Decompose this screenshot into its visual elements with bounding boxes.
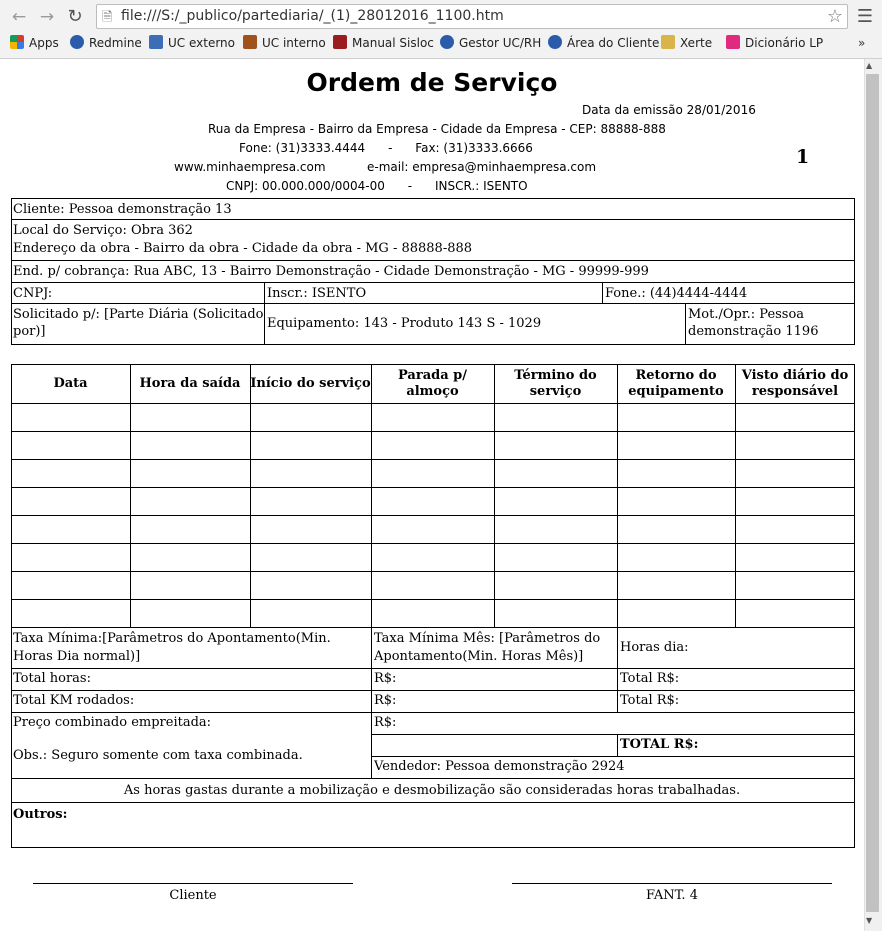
bookmark-uc-interno[interactable]: UC interno <box>243 35 326 50</box>
service-location: Local do Serviço: Obra 362 <box>13 223 193 238</box>
header-text: Visto diário do <box>741 367 849 383</box>
cnpj-field: CNPJ: <box>13 286 53 301</box>
bookmark-area-do-cliente[interactable]: Área do Cliente <box>548 35 659 50</box>
fone-field: Fone.: (44)4444-4444 <box>605 286 748 301</box>
bookmark-uc-externo[interactable]: UC externo <box>149 35 235 50</box>
divider <box>11 219 855 220</box>
work-address: Endereço da obra - Bairro da obra - Cidade da obra - MG - 88888-888 <box>13 241 473 256</box>
requested-by-line2: por)] <box>13 324 46 339</box>
horas-dia: Horas dia: <box>620 640 689 655</box>
total-rs-final: TOTAL R$: <box>620 737 699 752</box>
divider <box>371 756 855 757</box>
area-cliente-icon <box>548 35 562 49</box>
divider <box>11 403 855 404</box>
operator-line2: demonstração 1196 <box>688 324 819 339</box>
uc-externo-icon <box>149 35 163 49</box>
billing-address: End. p/ cobrança: Rua ABC, 13 - Bairro Demonstração - Cidade Demonstração - MG - 99999-999 <box>13 264 649 279</box>
col-header-hora-saida <box>130 364 250 403</box>
divider <box>11 303 855 304</box>
total-km: Total KM rodados: <box>13 693 135 708</box>
divider <box>11 802 855 803</box>
outros-label: Outros: <box>13 807 68 822</box>
header-text: almoço <box>406 383 459 399</box>
scrollbar-thumb[interactable] <box>866 74 879 912</box>
taxa-minima-mes-line2: Apontamento(Min. Horas Mês)] <box>374 649 584 664</box>
divider <box>11 487 855 488</box>
bookmark-xerte[interactable]: Xerte <box>661 35 712 50</box>
col-header-visto-diario <box>735 364 855 403</box>
document-title: Ordem de Serviço <box>306 68 558 97</box>
client-signature-line <box>33 883 353 884</box>
divider <box>11 599 855 600</box>
bookmark-gestor-uc-rh[interactable]: Gestor UC/RH <box>440 35 541 50</box>
col-header-retorno-equipamento <box>617 364 735 403</box>
total-horas: Total horas: <box>13 671 91 686</box>
header-text: Data <box>53 375 88 391</box>
scroll-down-arrow-icon[interactable]: ▼ <box>866 916 873 925</box>
operator-line1: Mot./Opr.: Pessoa <box>688 307 805 322</box>
header-text: Hora da saída <box>139 375 241 391</box>
divider <box>130 364 131 627</box>
col-header-termino-servico <box>494 364 617 403</box>
back-arrow-icon[interactable]: ← <box>11 7 27 27</box>
vendedor: Vendedor: Pessoa demonstração 2924 <box>374 759 625 774</box>
divider <box>11 712 855 713</box>
reload-icon[interactable]: ↻ <box>67 6 83 27</box>
divider <box>11 543 855 544</box>
total-rs-horas: Total R$: <box>620 671 680 686</box>
preco-empreitada: Preço combinado empreitada: <box>13 715 212 730</box>
divider <box>11 778 855 779</box>
uc-interno-icon <box>243 35 257 49</box>
header-text: equipamento <box>628 383 724 399</box>
company-signature-line <box>512 883 832 884</box>
taxa-minima-mes-line1: Taxa Mínima Mês: [Parâmetros do <box>374 631 601 646</box>
browser-toolbar <box>0 0 882 59</box>
divider <box>11 627 855 628</box>
divider <box>371 364 372 627</box>
divider <box>11 668 855 669</box>
divider <box>494 364 495 627</box>
menu-hamburger-icon[interactable]: ☰ <box>856 6 874 27</box>
mobilization-note: As horas gastas durante a mobilização e desmobilização são consideradas horas trabalhadas. <box>123 783 741 798</box>
divider <box>371 734 855 735</box>
rs-horas: R$: <box>374 671 397 686</box>
company-signature-label: FANT. 4 <box>646 888 698 903</box>
redmine-icon <box>70 35 84 49</box>
header-text: serviço <box>529 383 582 399</box>
bookmark-manual-sisloc[interactable]: Manual Sisloc <box>333 35 434 50</box>
total-rs-km: Total R$: <box>620 693 680 708</box>
rs-km: R$: <box>374 693 397 708</box>
bookmarks-bar <box>0 33 882 55</box>
taxa-minima-line2: Horas Dia normal)] <box>13 649 141 664</box>
more-bookmarks-button[interactable]: » <box>858 36 866 50</box>
inscr-field: Inscr.: ISENTO <box>267 286 367 301</box>
rs-empreitada: R$: <box>374 715 397 730</box>
gestor-icon <box>440 35 454 49</box>
observation: Obs.: Seguro somente com taxa combinada. <box>13 748 303 763</box>
header-text: Retorno do <box>635 367 717 383</box>
col-header-parada-almoco <box>371 364 494 403</box>
bookmark-dicionario-lp[interactable]: Dicionário LP <box>726 35 823 50</box>
divider <box>735 364 736 627</box>
emission-date: Data da emissão 28/01/2016 <box>582 103 756 117</box>
client-signature-label: Cliente <box>169 888 217 903</box>
header-text: responsável <box>751 383 839 399</box>
divider <box>11 515 855 516</box>
header-text: Início do serviço <box>250 375 371 391</box>
company-website: www.minhaempresa.com <box>174 160 326 174</box>
divider <box>11 282 855 283</box>
client-name: Cliente: Pessoa demonstração 13 <box>13 202 232 217</box>
page-number: 1 <box>796 146 810 168</box>
apps-grid-icon <box>10 35 24 49</box>
book-icon <box>333 35 347 49</box>
forward-arrow-icon[interactable]: → <box>39 7 55 27</box>
divider <box>11 459 855 460</box>
requested-by-line1: Solicitado p/: [Parte Diária (Solicitado <box>13 307 264 322</box>
taxa-minima-line1: Taxa Mínima:[Parâmetros do Apontamento(Min. <box>13 631 331 646</box>
company-email: e-mail: empresa@minhaempresa.com <box>367 160 597 174</box>
divider <box>11 571 855 572</box>
company-cnpj: CNPJ: 00.000.000/0004-00 - INSCR.: ISENTO <box>226 179 528 193</box>
divider <box>11 260 855 261</box>
col-header-data <box>11 364 130 403</box>
divider <box>250 364 251 627</box>
divider <box>11 690 855 691</box>
scroll-up-arrow-icon[interactable]: ▲ <box>866 61 873 70</box>
divider <box>617 364 618 627</box>
address-url: file:///S:/_publico/partediaria/_(1)_28012016_1100.htm <box>121 8 504 24</box>
dicionario-icon <box>726 35 740 49</box>
address-bar[interactable] <box>96 4 848 29</box>
company-phone-fax: Fone: (31)3333.4444 - Fax: (31)3333.6666 <box>239 141 533 155</box>
divider <box>11 431 855 432</box>
company-address: Rua da Empresa - Bairro da Empresa - Cidade da Empresa - CEP: 88888-888 <box>208 122 666 136</box>
document-icon: 🗎 <box>102 10 113 25</box>
col-header-inicio-servico <box>250 364 371 403</box>
header-text: Parada p/ <box>398 367 467 383</box>
bookmark-redmine[interactable]: Redmine <box>70 35 142 50</box>
service-table <box>11 364 855 848</box>
xerte-icon <box>661 35 675 49</box>
equipment-field: Equipamento: 143 - Produto 143 S - 1029 <box>267 316 542 331</box>
bookmark-star-icon[interactable]: ☆ <box>826 6 843 27</box>
bookmark-apps[interactable]: Apps <box>10 35 59 50</box>
header-text: Término do <box>514 367 597 383</box>
